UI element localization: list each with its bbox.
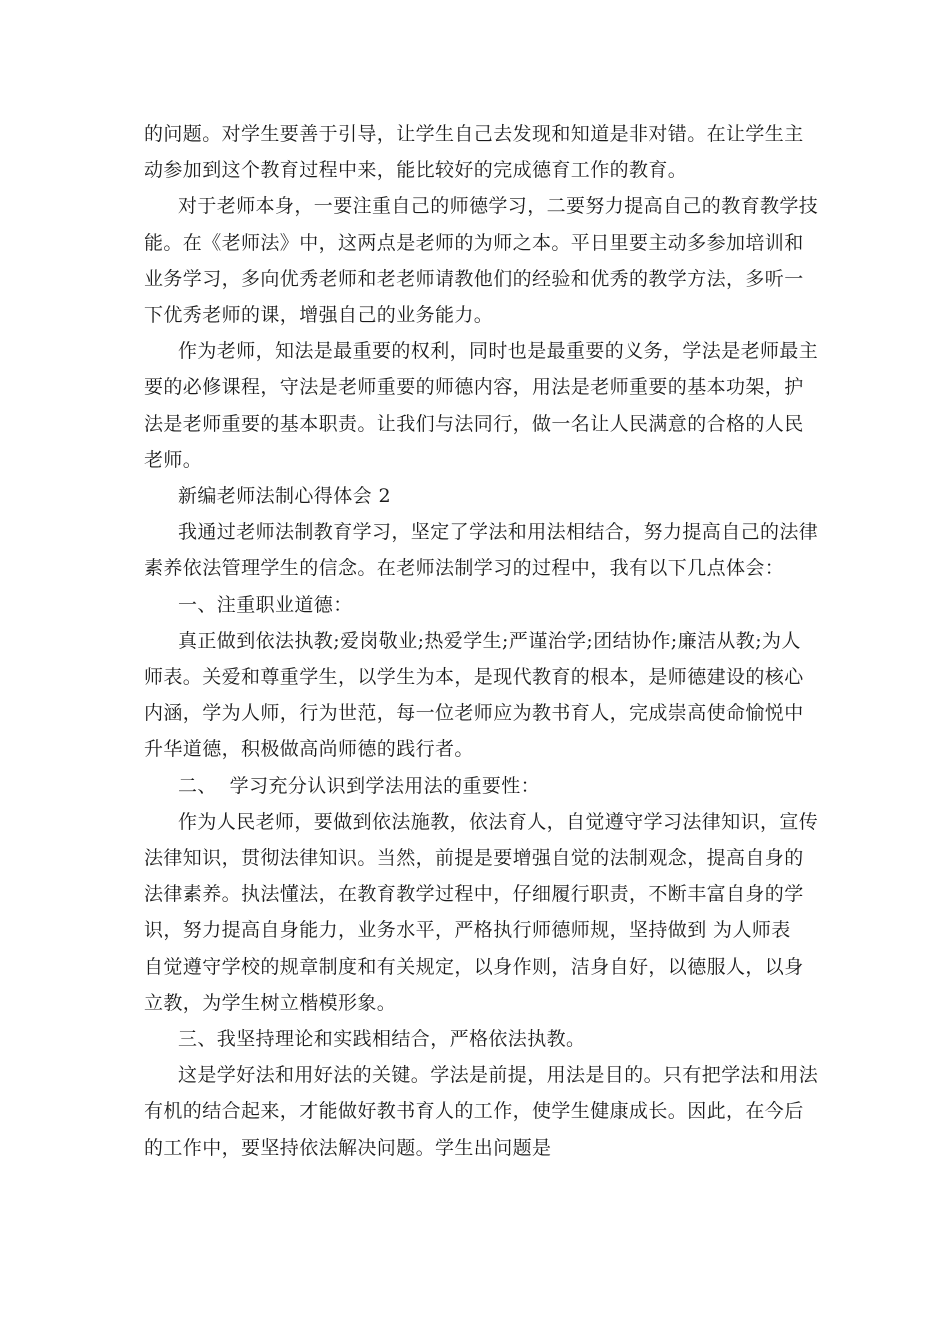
paragraph (144, 116, 824, 188)
list-heading (144, 587, 824, 623)
text-line: 升华道德，积极做高尚师德的践行者。 (144, 738, 474, 761)
text-line: 法是老师重要的基本职责。让我们与法同行，做一名让人民满意的合格的人民 (144, 412, 804, 435)
text-line: 老师。 (144, 448, 203, 471)
text-line: 动参加到这个教育过程中来，能比较好的完成德育工作的教育。 (144, 159, 688, 182)
text-line: 作为老师，知法是最重要的权利，同时也是最重要的义务，学法是老师最主 (178, 340, 819, 363)
text-line: 下优秀老师的课，增强自己的业务能力。 (144, 304, 494, 327)
text-line: 师表。关爱和尊重学生，以学生为本，是现代教育的根本，是师德建设的核心 (144, 666, 804, 689)
text-line: 立教，为学生树立楷模形象。 (144, 991, 397, 1014)
text-line: 我通过老师法制教育学习，坚定了学法和用法相结合，努力提高自己的法律 (178, 521, 819, 544)
heading-text: 二、 学习充分认识到学法用法的重要性： (178, 774, 541, 797)
paragraph (144, 333, 824, 478)
text-line: 自觉遵守学校的规章制度和有关规定，以身作则，洁身自好，以德服人，以身 (144, 955, 804, 978)
text-line: 有机的结合起来，才能做好教书育人的工作，使学生健康成长。因此，在今后 (144, 1100, 804, 1123)
heading-text: 一、注重职业道德： (178, 593, 353, 616)
list-heading (144, 1021, 824, 1057)
text-line: 法律知识，贯彻法律知识。当然，前提是要增强自觉的法制观念，提高自身的 (144, 847, 804, 870)
text-line: 识，努力提高自身能力，业务水平，严格执行师德师规，坚持做到 为人师表 (144, 919, 791, 942)
text-line: 业务学习，多向优秀老师和老老师请教他们的经验和优秀的教学方法，多听一 (144, 267, 804, 290)
text-line: 真正做到依法执教;爱岗敬业;热爱学生;严谨治学;团结协作;廉洁从教;为人 (178, 629, 801, 652)
text-line: 素养依法管理学生的信念。在老师法制学习的过程中，我有以下几点体会： (144, 557, 785, 580)
text-line: 对于老师本身，一要注重自己的师德学习，二要努力提高自己的教育教学技 (178, 195, 819, 218)
paragraph (144, 1057, 824, 1166)
paragraph (144, 623, 824, 768)
heading-text: 新编老师法制心得体会 2 (178, 485, 391, 508)
paragraph (144, 804, 824, 1021)
text-line: 能。在《老师法》中，这两点是老师的为师之本。平日里要主动多参加培训和 (144, 231, 804, 254)
text-line: 这是学好法和用好法的关键。学法是前提，用法是目的。只有把学法和用法 (178, 1064, 819, 1087)
text-line: 作为人民老师，要做到依法施教，依法育人，自觉遵守学习法律知识，宣传 (178, 810, 819, 833)
text-line: 要的必修课程，守法是老师重要的师德内容，用法是老师重要的基本功架，护 (144, 376, 804, 399)
document-body (144, 116, 824, 1166)
paragraph (144, 188, 824, 333)
text-line: 法律素养。执法懂法，在教育教学过程中，仔细履行职责，不断丰富自身的学 (144, 883, 804, 906)
text-line: 的问题。对学生要善于引导，让学生自己去发现和知道是非对错。在让学生主 (144, 123, 804, 145)
section-heading (144, 478, 824, 514)
list-heading (144, 768, 824, 804)
heading-text: 三、我坚持理论和实践相结合，严格依法执教。 (178, 1028, 586, 1051)
paragraph (144, 514, 824, 586)
text-line: 的工作中，要坚持依法解决问题。学生出问题是 (144, 1136, 552, 1159)
text-line: 内涵，学为人师，行为世范，每一位老师应为教书育人，完成崇高使命愉悦中 (144, 702, 804, 725)
